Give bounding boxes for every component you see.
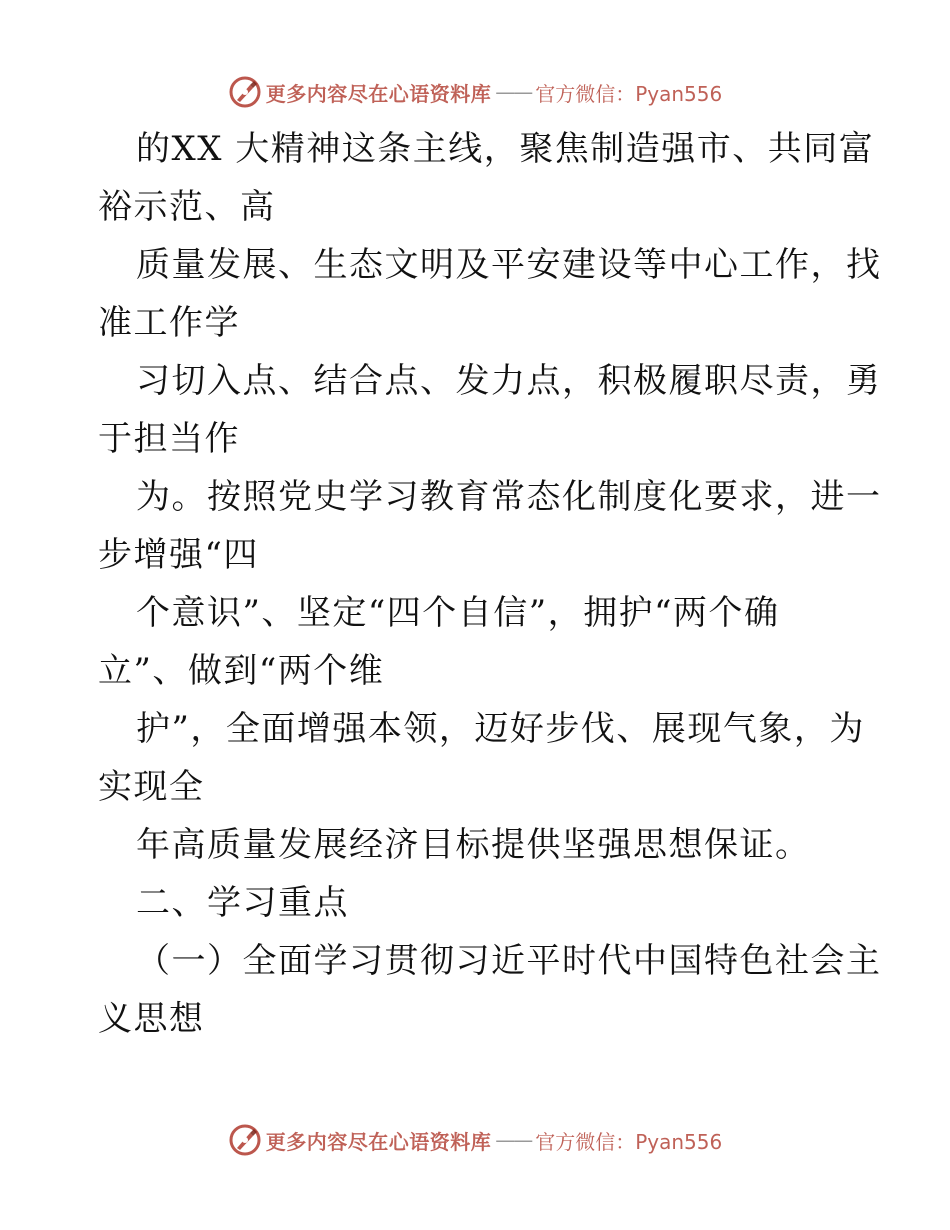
- body-line: 于担当作: [98, 419, 240, 459]
- body-line: 义思想: [98, 999, 205, 1039]
- watermark-dash: ——: [495, 1128, 532, 1152]
- body-line: 护”，全面增强本领，迈好步伐、展现气象，为: [136, 709, 865, 749]
- body-line: 实现全: [98, 767, 205, 807]
- body-line: 的XX 大精神这条主线，聚焦制造强市、共同富: [136, 129, 875, 169]
- body-line: 准工作学: [98, 303, 240, 343]
- subsection-heading: （一）全面学习贯彻习近平时代中国特色社会主: [136, 941, 882, 981]
- watermark-wechat: 官方微信：Pyan556: [535, 1129, 723, 1154]
- body-line: 质量发展、生态文明及平安建设等中心工作，找: [136, 245, 882, 285]
- watermark-banner: [228, 1123, 723, 1157]
- body-text: [98, 120, 882, 1048]
- section-heading: 二、学习重点: [136, 883, 349, 923]
- body-line: 裕示范、高: [98, 187, 276, 227]
- body-line: 步增强“四: [98, 535, 259, 575]
- body-line: 为。按照党史学习教育常态化制度化要求，进一: [136, 477, 882, 517]
- body-line: 个意识”、坚定“四个自信”，拥护“两个确: [136, 593, 780, 633]
- body-line: 立”、做到“两个维: [98, 651, 385, 691]
- header-watermark: [0, 72, 950, 112]
- watermark-dash: ——: [495, 80, 532, 104]
- watermark-banner: [228, 75, 723, 109]
- body-line: 年高质量发展经济目标提供坚强思想保证。: [136, 825, 811, 865]
- watermark-text: 更多内容尽在心语资料库: [265, 81, 492, 106]
- footer-watermark: [0, 1120, 950, 1160]
- watermark-wechat: 官方微信：Pyan556: [535, 81, 723, 106]
- pen-seal-logo-icon: [228, 75, 262, 109]
- watermark-text: 更多内容尽在心语资料库: [265, 1129, 492, 1154]
- pen-seal-logo-icon: [228, 1123, 262, 1157]
- body-line: 习切入点、结合点、发力点，积极履职尽责，勇: [136, 361, 882, 401]
